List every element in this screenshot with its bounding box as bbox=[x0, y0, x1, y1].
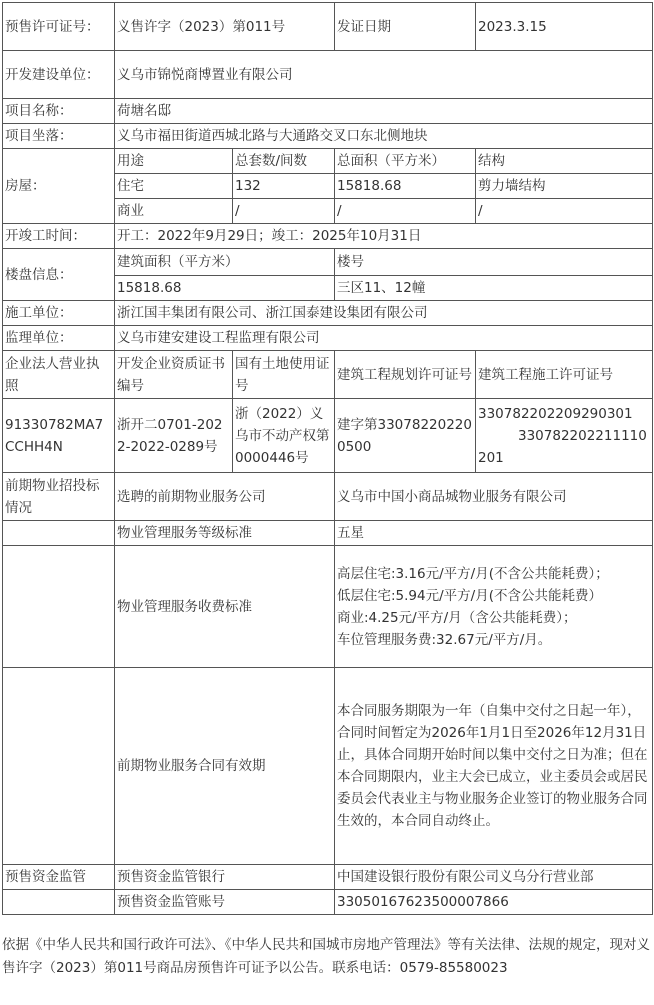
row-building-header bbox=[3, 249, 653, 276]
permit-label: 预售许可证号： bbox=[3, 3, 115, 51]
housing-cell: 15818.68 bbox=[335, 174, 476, 199]
land-certificate-value: 浙（2022）义乌市不动产权第0000446号 bbox=[233, 399, 335, 473]
fee-parking: 车位管理服务费:32.67元/平方/月。 bbox=[337, 631, 552, 648]
building-number-value: 三区11、12幢 bbox=[335, 276, 653, 301]
row-developer bbox=[3, 51, 653, 99]
escrow-bank-value: 中国建设银行股份有限公司义乌分行营业部 bbox=[335, 865, 653, 890]
escrow-bank-label: 预售资金监管银行 bbox=[115, 865, 335, 890]
housing-header-use: 用途 bbox=[115, 149, 233, 174]
developer-value: 义乌市锦悦商博置业有限公司 bbox=[115, 51, 653, 99]
contractor-label: 施工单位： bbox=[3, 301, 115, 326]
housing-cell: 商业 bbox=[115, 199, 233, 224]
empty-cell bbox=[3, 668, 115, 865]
license-header: 企业法人营业执照 bbox=[3, 351, 115, 399]
fee-commercial: 商业:4.25元/平方/月（含公共能耗费）； bbox=[337, 609, 577, 626]
property-tender-label: 前期物业招投标情况 bbox=[3, 473, 115, 521]
housing-cell: / bbox=[233, 199, 335, 224]
issue-date-value: 2023.3.15 bbox=[476, 3, 653, 51]
schedule-label: 开竣工时间： bbox=[3, 224, 115, 249]
housing-label: 房屋： bbox=[3, 149, 115, 224]
contract-term-value: 本合同服务期限为一年（自集中交付之日起一年），合同时间暂定为2026年1月1日至2026年12月31日止，具体合同期开始时间以集中交付之日为准；但在本合同期限内，业主大会已成立，业主委员会或居民委员会代表业主与物业服务企业签订的物业服务合同生效的，本合同自动终止。 bbox=[335, 668, 653, 865]
empty-cell bbox=[3, 546, 115, 668]
row-supervisor bbox=[3, 326, 653, 351]
service-level-label: 物业管理服务等级标准 bbox=[115, 521, 335, 546]
planning-permit-value: 建字第330782202200500 bbox=[335, 399, 476, 473]
fee-lowrise: 低层住宅:5.94元/平方/月(不含公共能耗费） bbox=[337, 587, 602, 604]
row-escrow-bank bbox=[3, 865, 653, 890]
license-header: 建筑工程规划许可证号 bbox=[335, 351, 476, 399]
property-company-value: 义乌市中国小商品城物业服务有限公司 bbox=[335, 473, 653, 521]
housing-header-count: 总套数/间数 bbox=[233, 149, 335, 174]
presale-permit-table bbox=[2, 2, 653, 915]
housing-header-area: 总面积（平方米） bbox=[335, 149, 476, 174]
license-header: 国有土地使用证号 bbox=[233, 351, 335, 399]
fee-highrise: 高层住宅:3.16元/平方/月(不含公共能耗费）； bbox=[337, 565, 609, 582]
housing-cell: / bbox=[476, 199, 653, 224]
project-name-value: 荷塘名邸 bbox=[115, 99, 653, 124]
escrow-account-value: 3305016762350000786​6 bbox=[335, 890, 653, 915]
property-company-label: 选聘的前期物业服务公司 bbox=[115, 473, 335, 521]
qualification-value: 浙开二0701-2022-2022-0289号 bbox=[115, 399, 233, 473]
construction-permit-2: 330782202211110201 bbox=[478, 427, 647, 466]
row-property-company bbox=[3, 473, 653, 521]
project-location-value: 义乌市福田街道西城北路与大通路交叉口东北侧地块 bbox=[115, 124, 653, 149]
schedule-value: 开工：2022年9月29日；竣工：2025年10月31日 bbox=[115, 224, 653, 249]
row-license-values bbox=[3, 399, 653, 473]
housing-cell: 132 bbox=[233, 174, 335, 199]
escrow-label: 预售资金监管 bbox=[3, 865, 115, 890]
row-housing-header bbox=[3, 149, 653, 174]
construction-permit-values bbox=[476, 399, 653, 473]
building-label: 楼盘信息： bbox=[3, 249, 115, 301]
construction-permit-1: 330782202209290301 bbox=[478, 405, 633, 422]
row-contractor bbox=[3, 301, 653, 326]
building-area-header: 建筑面积（平方米） bbox=[115, 249, 335, 276]
service-fee-label: 物业管理服务收费标准 bbox=[115, 546, 335, 668]
developer-label: 开发建设单位： bbox=[3, 51, 115, 99]
building-area-value: 15818.68 bbox=[115, 276, 335, 301]
row-project-location bbox=[3, 124, 653, 149]
supervisor-label: 监理单位： bbox=[3, 326, 115, 351]
row-escrow-account bbox=[3, 890, 653, 915]
row-permit bbox=[3, 3, 653, 51]
row-schedule bbox=[3, 224, 653, 249]
empty-cell bbox=[3, 890, 115, 915]
service-fee-value bbox=[335, 546, 653, 668]
project-name-label: 项目名称： bbox=[3, 99, 115, 124]
contractor-value: 浙江国丰集团有限公司、浙江国泰建设集团有限公司 bbox=[115, 301, 653, 326]
license-header: 开发企业资质证书编号 bbox=[115, 351, 233, 399]
building-number-header: 楼号 bbox=[335, 249, 653, 276]
project-location-label: 项目坐落： bbox=[3, 124, 115, 149]
permit-value: 义售许字（2023）第011号 bbox=[115, 3, 335, 51]
business-license-value: 91330782MA7CCHH4N bbox=[3, 399, 115, 473]
row-service-fee bbox=[3, 546, 653, 668]
escrow-account-label: 预售资金监管账号 bbox=[115, 890, 335, 915]
contract-term-label: 前期物业服务合同有效期 bbox=[115, 668, 335, 865]
empty-cell bbox=[3, 521, 115, 546]
row-project-name bbox=[3, 99, 653, 124]
supervisor-value: 义乌市建安建设工程监理有限公司 bbox=[115, 326, 653, 351]
row-service-level bbox=[3, 521, 653, 546]
announcement-footer: 依据《中华人民共和国行政许可法》、《中华人民共和国城市房地产管理法》等有关法律、法规的规定，现对义售许字（2023）第011号商品房预售许可证予以公告。联系电话：0579-85580023 bbox=[2, 937, 650, 976]
row-contract-term bbox=[3, 668, 653, 865]
housing-cell: 住宅 bbox=[115, 174, 233, 199]
housing-cell: / bbox=[335, 199, 476, 224]
license-header: 建筑工程施工许可证号 bbox=[476, 351, 653, 399]
service-level-value: 五星 bbox=[335, 521, 653, 546]
housing-cell: 剪力墙结构 bbox=[476, 174, 653, 199]
issue-date-label: 发证日期 bbox=[335, 3, 476, 51]
housing-header-structure: 结构 bbox=[476, 149, 653, 174]
row-license-headers bbox=[3, 351, 653, 399]
